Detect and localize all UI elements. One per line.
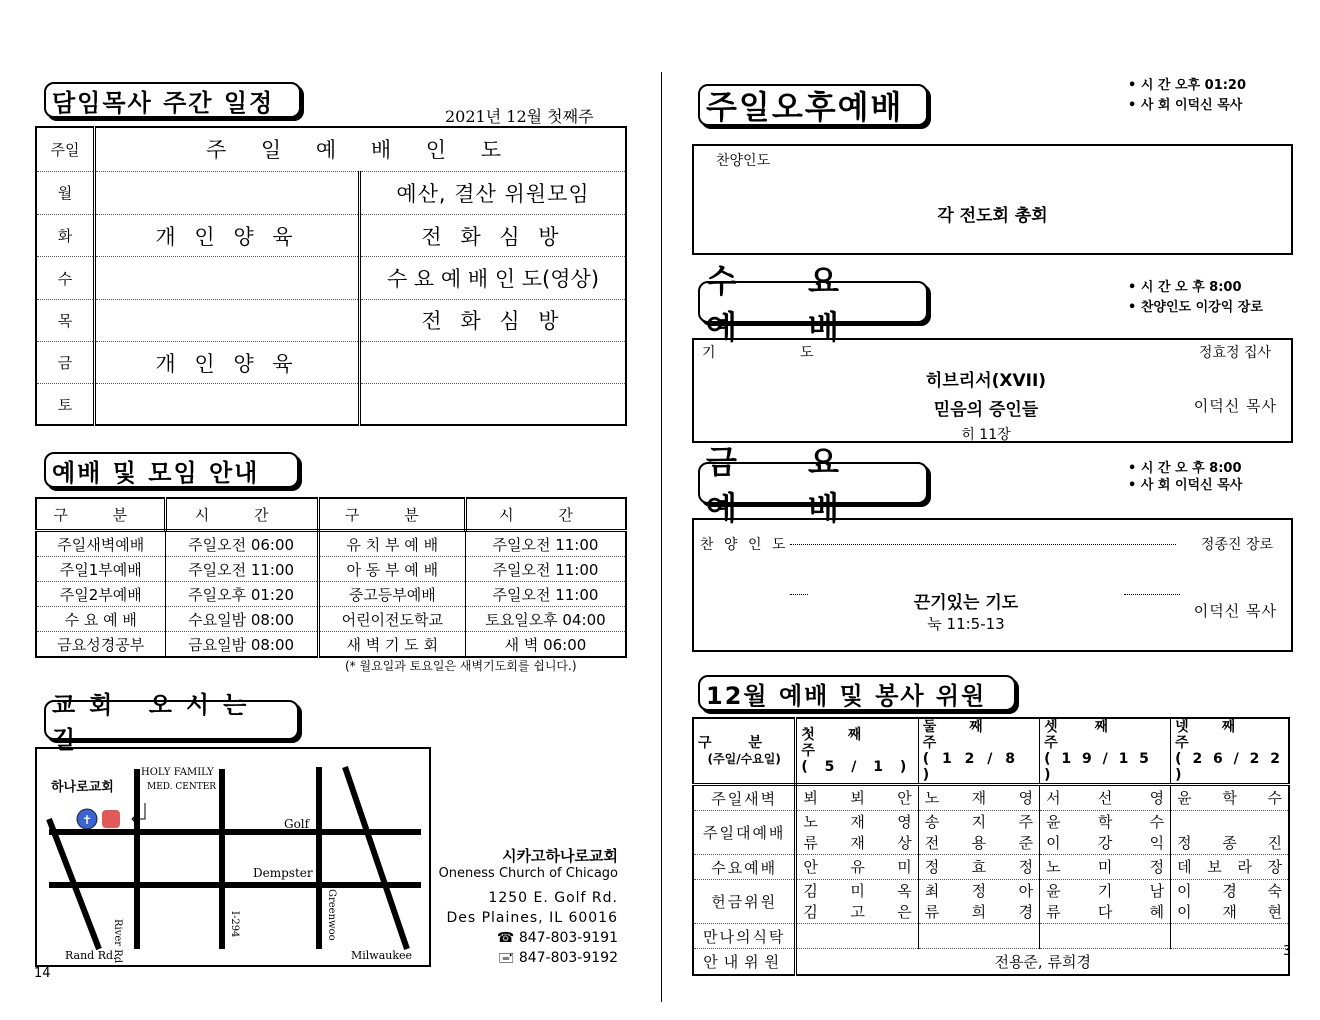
meeting-name: 유 치 부 예 배 — [318, 531, 465, 557]
friday-leader-line — [790, 544, 1176, 545]
wednesday-time: • 시 간 오 후 8:00 — [1128, 280, 1242, 295]
meeting-time: 금요일밤 08:00 — [165, 632, 318, 658]
servant-cell — [918, 880, 1039, 924]
servant-cell — [1171, 924, 1289, 949]
wednesday-box — [692, 338, 1293, 443]
meeting-time: 수요일밤 08:00 — [165, 607, 318, 632]
svg-text:✝: ✝ — [82, 813, 93, 827]
schedule-cell: 전 화 심 방 — [360, 299, 627, 341]
map-med-center: MED. CENTER — [147, 782, 217, 792]
servant-name: 윤 기 남 — [1046, 881, 1165, 900]
page-number-right: 3 — [1283, 944, 1292, 959]
map-milwaukee: Milwaukee — [351, 949, 413, 962]
meeting-name: 아 동 부 예 배 — [318, 557, 465, 582]
map-i294: I-294 — [229, 911, 240, 938]
sunday-pm-meta — [1128, 76, 1246, 116]
friday-time: • 시 간 오 후 8:00 — [1128, 461, 1242, 476]
church-name-en: Oneness Church of Chicago — [438, 866, 618, 881]
week-date: ( 1 9 / 1 5 ) — [1044, 751, 1152, 783]
meetings-header: 구 분 — [318, 498, 465, 531]
wednesday-prayer-label: 기 도 — [702, 345, 854, 361]
servant-cell — [1040, 811, 1171, 855]
servant-cell — [918, 924, 1039, 949]
friday-leader: 정종진 장로 — [1200, 537, 1273, 553]
schedule-cell: 수 요 예 배 인 도(영상) — [360, 257, 627, 299]
servant-name: 최 정 아 — [924, 881, 1034, 900]
servants-week-header — [918, 718, 1039, 785]
sunday-pm-box — [692, 144, 1293, 255]
week-date: ( 1 2 / 8 ) — [922, 751, 1019, 783]
map-greenwood: Greenwoo — [326, 889, 337, 941]
schedule-day: 목 — [36, 299, 95, 341]
wednesday-title: 수 요 예 배 — [698, 281, 928, 323]
servant-cell — [918, 855, 1039, 880]
meeting-name: 어린이전도학교 — [318, 607, 465, 632]
wednesday-sermon-title1: 히브리서(XVII) — [925, 371, 1047, 391]
schedule-cell — [95, 257, 360, 299]
weekly-schedule-table — [35, 126, 627, 426]
friday-sermon: 끈기있는 기도 — [913, 593, 1019, 613]
week-name: 둘 째 주 — [922, 719, 997, 751]
sunday-pm-title: 주일오후예배 — [698, 84, 928, 126]
wednesday-prayer-name: 정효정 집사 — [1198, 345, 1271, 361]
servant-name — [1177, 926, 1282, 947]
servant-cell — [1171, 811, 1289, 855]
servants-week-header — [796, 718, 918, 785]
meetings-table — [35, 497, 627, 658]
servant-cell — [1040, 880, 1171, 924]
servant-name: 데 보 라 장 — [1177, 857, 1282, 876]
church-name-ko: 시카고하나로교회 — [502, 847, 618, 865]
servants-week-header — [1171, 718, 1289, 785]
meeting-name: 금요성경공부 — [36, 632, 165, 658]
schedule-day: 금 — [36, 341, 95, 383]
servant-cell — [1171, 880, 1289, 924]
servant-cell — [1040, 785, 1171, 811]
map-rand-rd: Rand Rd. — [65, 949, 117, 962]
meetings-title: 예배 및 모임 안내 — [44, 452, 299, 488]
meeting-time: 주일오후 01:20 — [165, 582, 318, 607]
schedule-date: 2021년 12월 첫째주 — [445, 107, 594, 126]
wednesday-scripture: 히 11장 — [961, 427, 1011, 443]
meeting-name: 중고등부예배 — [318, 582, 465, 607]
week-name: 넷 째 주 — [1175, 719, 1250, 751]
servant-cell — [796, 924, 918, 949]
schedule-cell: 주 일 예 배 인 도 — [95, 127, 627, 171]
servants-title: 12월 예배 및 봉사 위원 — [698, 675, 1016, 711]
servant-name: 윤 학 수 — [1177, 788, 1282, 807]
wednesday-meta — [1128, 278, 1263, 318]
schedule-cell: 전 화 심 방 — [360, 215, 627, 257]
page-divider — [661, 72, 662, 1002]
servant-name — [803, 926, 911, 947]
servant-name: 류 희 경 — [924, 902, 1034, 921]
map-church-label: 하나로교회 — [51, 780, 114, 795]
meeting-time: 주일오전 11:00 — [465, 582, 626, 607]
servants-body — [693, 785, 1289, 949]
servant-cell — [796, 811, 918, 855]
schedule-cell: 개 인 양 육 — [95, 341, 360, 383]
servant-cell — [1040, 924, 1171, 949]
servant-name: 송 지 주 — [924, 812, 1034, 831]
meetings-note: (* 월요일과 토요일은 새벽기도회를 쉽니다.) — [345, 659, 577, 673]
servants-row-label: 주일대예배 — [693, 811, 796, 855]
schedule-title: 담임목사 주간 일정 — [44, 82, 301, 118]
servants-row-label: 안내위원 — [693, 949, 796, 975]
friday-label: 찬 양 인 도 — [700, 537, 789, 553]
servant-name: 노 재 영 — [924, 788, 1034, 807]
meetings-header: 시 간 — [465, 498, 626, 531]
sunday-pm-content: 각 전도회 총회 — [937, 206, 1048, 226]
meeting-name: 주일2부예배 — [36, 582, 165, 607]
meeting-time: 토요일오후 04:00 — [465, 607, 626, 632]
servant-cell — [1171, 855, 1289, 880]
servant-name: 류 다 혜 — [1046, 902, 1165, 921]
fax-icon: 🖃 — [497, 950, 519, 966]
servants-row-label: 주일새벽 — [693, 785, 796, 811]
servants-head-label1: 구 분 — [698, 735, 778, 751]
servant-cell — [1040, 855, 1171, 880]
schedule-cell: 예산, 결산 위원모임 — [360, 171, 627, 214]
servant-name: 정 효 정 — [924, 857, 1034, 876]
schedule-cell: 개 인 양 육 — [95, 215, 360, 257]
servant-name: 전 용 준 — [924, 833, 1034, 852]
map-holy-family: HOLY FAMILY — [141, 767, 214, 778]
sunday-pm-label: 찬양인도 — [716, 153, 771, 169]
servant-name: 노 재 영 — [803, 812, 912, 831]
servants-header-label — [693, 718, 796, 785]
phone-icon: ☎ — [496, 930, 519, 946]
servant-name — [1046, 926, 1164, 947]
servant-name: 정 종 진 — [1177, 833, 1282, 852]
week-name: 셋 째 주 — [1044, 719, 1125, 751]
sunday-pm-time: • 시 간 오후 01:20 — [1128, 78, 1247, 93]
servant-name: 이 강 익 — [1046, 833, 1165, 852]
servants-guide-names: 전용준, 류희경 — [994, 952, 1091, 971]
schedule-cell — [360, 341, 627, 383]
servant-cell — [1171, 785, 1289, 811]
servant-name: 김 고 은 — [803, 902, 912, 921]
schedule-cell — [95, 384, 360, 425]
wednesday-leader: • 찬양인도 이강익 장로 — [1128, 300, 1263, 315]
meetings-header: 구 분 — [36, 498, 165, 531]
meeting-name: 주일새벽예배 — [36, 531, 165, 557]
servant-name: 안 유 미 — [803, 857, 912, 876]
friday-meta — [1128, 460, 1242, 494]
schedule-day: 화 — [36, 215, 95, 257]
friday-box — [692, 518, 1293, 652]
meeting-time: 주일오전 11:00 — [465, 557, 626, 582]
servant-cell — [796, 785, 918, 811]
week-date: ( 2 6 / 2 2 ) — [1175, 751, 1284, 783]
servant-cell — [918, 785, 1039, 811]
friday-preacher: 이덕신 목사 — [1193, 602, 1277, 620]
sunday-pm-host: • 사 회 이덕신 목사 — [1128, 98, 1243, 113]
servant-name: 윤 학 수 — [1046, 812, 1165, 831]
schedule-cell — [95, 299, 360, 341]
servant-name: 이 재 현 — [1177, 902, 1282, 921]
servant-name: 이 경 숙 — [1177, 881, 1282, 900]
servant-name: 서 선 영 — [1046, 788, 1165, 807]
friday-title: 금 요 예 배 — [698, 462, 928, 504]
meetings-header: 시 간 — [165, 498, 318, 531]
servant-name: 류 재 상 — [803, 833, 912, 852]
meeting-name: 수 요 예 배 — [36, 607, 165, 632]
servant-cell — [796, 880, 918, 924]
meeting-time: 새 벽 06:00 — [465, 632, 626, 658]
wednesday-preacher: 이덕신 목사 — [1193, 397, 1277, 415]
servant-cell — [918, 811, 1039, 855]
address-block — [439, 846, 618, 968]
directions-title: 교회 오시는 길 — [44, 700, 299, 740]
meeting-time: 주일오전 11:00 — [465, 531, 626, 557]
map-dempster: Dempster — [253, 866, 313, 880]
schedule-cell — [95, 171, 360, 214]
map-golf: Golf — [284, 817, 310, 831]
schedule-cell — [360, 384, 627, 425]
servants-row-label: 수요예배 — [693, 855, 796, 880]
servants-head-label2: (주일/수요일) — [707, 752, 781, 766]
meeting-name: 새 벽 기 도 회 — [318, 632, 465, 658]
schedule-day: 토 — [36, 384, 95, 425]
servants-row-label: 헌금위원 — [693, 880, 796, 924]
friday-scripture: 눅 11:5-13 — [927, 615, 1005, 633]
friday-host: • 사 회 이덕신 목사 — [1128, 478, 1243, 493]
servant-cell — [796, 855, 918, 880]
map — [35, 747, 431, 967]
schedule-day: 월 — [36, 171, 95, 214]
servant-name — [1177, 812, 1282, 833]
church-fax: 847-803-9192 — [518, 950, 618, 966]
meeting-time: 주일오전 11:00 — [165, 557, 318, 582]
church-city: Des Plaines, IL 60016 — [446, 910, 618, 926]
servant-name: 노 미 정 — [1046, 857, 1165, 876]
schedule-day: 주일 — [36, 127, 95, 171]
servants-week-header — [1040, 718, 1171, 785]
week-name: 첫 째 주 — [801, 727, 876, 759]
schedule-day: 수 — [36, 257, 95, 299]
servant-name: 뵈 뵈 안 — [803, 788, 912, 807]
church-street: 1250 E. Golf Rd. — [488, 890, 618, 906]
page-number-left: 14 — [34, 966, 51, 981]
servants-table — [692, 717, 1290, 976]
servant-name: 김 미 옥 — [803, 881, 912, 900]
week-date: ( 5 / 1 ) — [801, 759, 913, 775]
wednesday-sermon-title2: 믿음의 증인들 — [933, 400, 1039, 420]
servants-row-label: 만나의식탁 — [693, 924, 796, 949]
servant-name — [925, 926, 1033, 947]
map-river-rd: River Rd — [112, 919, 123, 964]
meeting-name: 주일1부예배 — [36, 557, 165, 582]
church-phone: 847-803-9191 — [518, 930, 618, 946]
meeting-time: 주일오전 06:00 — [165, 531, 318, 557]
